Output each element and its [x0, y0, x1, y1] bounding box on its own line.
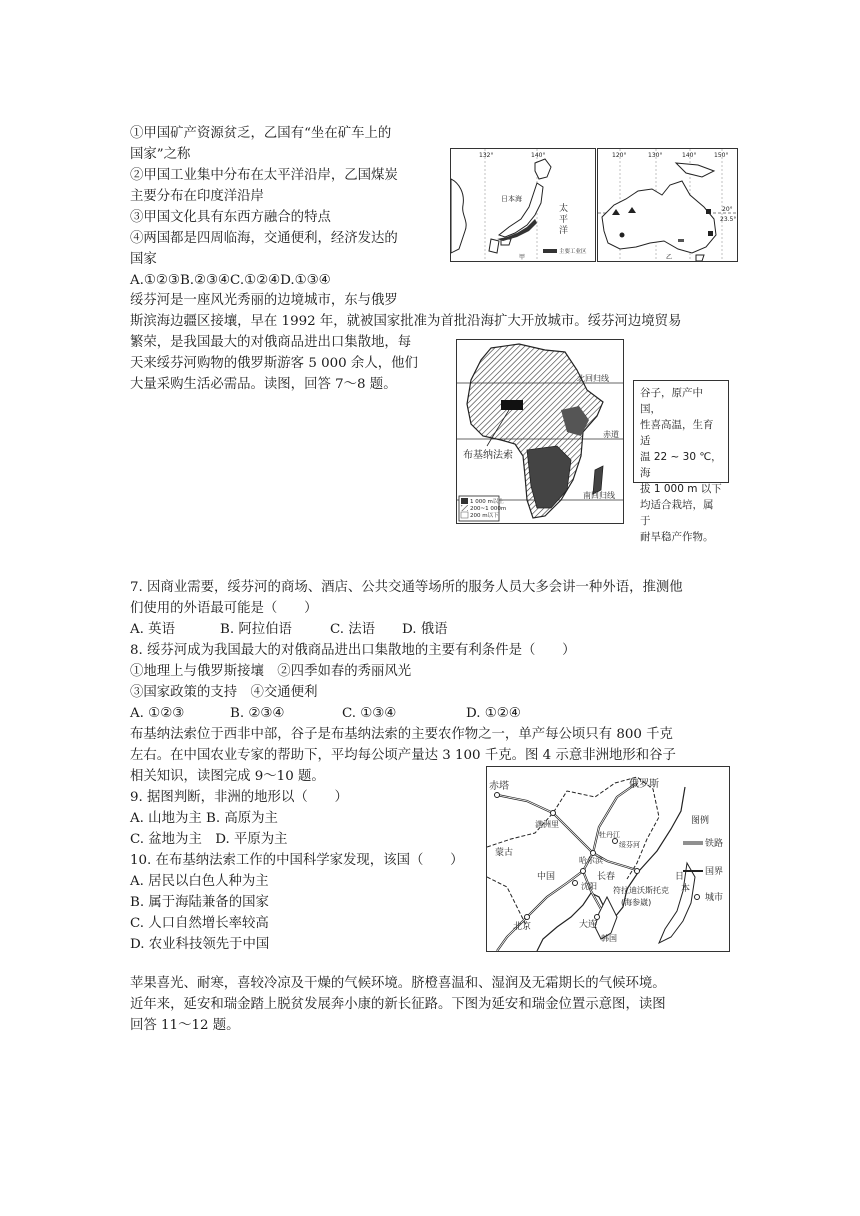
- dalian-label: 大连: [579, 920, 598, 930]
- sea-of-japan-label: 日本海: [501, 195, 522, 203]
- q10-option-c: C. 人口自然增长率较高: [130, 916, 269, 931]
- apple-intro-line2: 近年来，延安和瑞金踏上脱贫发展奔小康的新长征路。下图为延安和瑞金位置示意图，读图: [130, 997, 666, 1012]
- manzhouli-label: 满洲里: [535, 820, 559, 829]
- millet-note-line5: 均适合栽培，属于: [640, 499, 714, 527]
- suifenhe-label: 绥芬河: [619, 841, 640, 849]
- legend-200-1000: 200~1 000m: [470, 506, 507, 512]
- suifenhe-intro-line1: 绥芬河是一座风光秀丽的边境城市，东与俄罗: [130, 293, 398, 308]
- option-4-line1: ④两国都是四周临海，交通便利，经济发达的: [130, 231, 398, 246]
- suifenhe-intro-line3: 繁荣，是我国最大的对俄商品进出口集散地，每: [130, 335, 412, 350]
- map-jia-label: 甲: [519, 254, 526, 261]
- q10-stem: 10. 在布基纳法索工作的中国科学家发现，该国（ ）: [130, 853, 464, 868]
- legend-below-200: 200 m以下: [470, 513, 499, 519]
- lon-130-label: 130°: [648, 152, 663, 159]
- q10-option-d: D. 农业科技领先于中国: [130, 937, 270, 952]
- legend-city: 城市: [705, 893, 724, 903]
- q9-options-cd: C. 盆地为主 D. 平原为主: [130, 832, 288, 847]
- vladivostok-label-2: (海参崴): [621, 898, 652, 907]
- chita-label: 赤塔: [489, 781, 509, 792]
- suifenhe-intro-line5: 大量采购生活必需品。读图，回答 7～8 题。: [130, 377, 397, 392]
- q7-stem-line2: 们使用的外语最可能是（ ）: [130, 601, 318, 616]
- tropic-south-label: 南回归线: [583, 491, 615, 500]
- q10-option-b: B. 属于海陆兼备的国家: [130, 895, 269, 910]
- pacific-label-1: 太: [559, 204, 569, 214]
- industry-legend-swatch: [543, 249, 557, 253]
- q8-stem: 8. 绥芬河成为我国最大的对俄商品进出口集散地的主要有利条件是（ ）: [130, 643, 576, 658]
- mongolia-label: 蒙古: [495, 848, 514, 858]
- africa-terrain-map: [456, 339, 624, 524]
- vladivostok-label-1: 符拉迪沃斯托克: [613, 886, 669, 895]
- apple-intro-line3: 回答 11～12 题。: [130, 1018, 240, 1033]
- china-label: 中国: [537, 872, 556, 882]
- q8-option-a: A. ①②③: [130, 706, 185, 721]
- burkina-intro-line1: 布基纳法索位于西非中部，谷子是布基纳法索的主要农作物之一，单产每公顷只有 800 千克: [130, 727, 673, 742]
- burkina-faso-marker: [501, 400, 523, 410]
- lat-235-label: 23.5°: [720, 216, 737, 223]
- option-2-line2: 主要分布在印度洋沿岸: [130, 189, 264, 204]
- q8-statements-1: ①地理上与俄罗斯接壤 ②四季如春的秀丽风光: [130, 664, 412, 679]
- q8-option-d: D. ①②④: [466, 706, 521, 721]
- millet-note-line3: 温 22 ~ 30 ℃，海: [640, 451, 722, 479]
- pacific-label-3: 洋: [559, 226, 569, 236]
- russia-label: 俄罗斯: [629, 779, 659, 790]
- q9-options-ab: A. 山地为主 B. 高原为主: [130, 811, 278, 826]
- burkina-faso-label: 布基纳法索: [463, 450, 513, 461]
- lon-150-label: 150°: [714, 152, 729, 159]
- q7-option-c: C. 法语: [330, 622, 376, 637]
- legend-above-1000: 1 000 m以上: [470, 499, 504, 505]
- q7-option-d: D. 俄语: [402, 622, 448, 637]
- suifenhe-intro-line4: 天来绥芬河购物的俄罗斯游客 5 000 余人，他们: [130, 356, 418, 371]
- beijing-label: 北京: [513, 922, 532, 932]
- harbin-label: 哈尔滨: [579, 856, 603, 865]
- q7-option-a: A. 英语: [130, 622, 175, 637]
- millet-note-line2: 性喜高温，生育适: [640, 419, 714, 447]
- millet-note-line1: 谷子，原产中国，: [640, 387, 703, 415]
- option-1-line2: 国家”之称: [130, 147, 191, 162]
- burkina-intro-line3: 相关知识，读图完成 9～10 题。: [130, 769, 325, 784]
- legend-railway: 铁路: [705, 839, 724, 849]
- northeast-asia-map: [486, 766, 730, 952]
- changchun-label: 长春: [597, 872, 616, 882]
- option-2-line1: ②甲国工业集中分布在太平洋沿岸，乙国煤炭: [130, 168, 398, 183]
- apple-intro-line1: 苹果喜光、耐寒，喜较冷凉及干燥的气候环境。脐橙喜温和、湿润及无霜期长的气候环境。: [130, 976, 666, 991]
- japan-label-2: 本: [681, 884, 691, 894]
- top-choices: A.①②③B.②③④C.①②④D.①③④: [130, 273, 331, 288]
- q9-stem: 9. 据图判断，非洲的地形以（ ）: [130, 790, 348, 805]
- tropic-north-label: 北回归线: [577, 374, 609, 383]
- millet-note-line6: 耐旱稳产作物。: [640, 531, 714, 543]
- legend-title: 图例: [691, 816, 710, 826]
- q8-statements-2: ③国家政策的支持 ④交通便利: [130, 685, 318, 700]
- map-yi-label: 乙: [666, 254, 673, 261]
- industry-legend-label: 主要工业区: [559, 249, 587, 255]
- burkina-intro-line2: 左右。在中国农业专家的帮助下，平均每公顷产量达 3 100 千克。图 4 示意非洲地形和谷子: [130, 748, 676, 763]
- lon-120-label: 120°: [612, 152, 627, 159]
- lon-132-label: 132°: [479, 152, 494, 159]
- q8-option-c: C. ①③④: [342, 706, 397, 721]
- mudanjiang-label: 牡丹江: [599, 831, 620, 839]
- option-4-line2: 国家: [130, 252, 157, 267]
- equator-label: 赤道: [603, 430, 619, 439]
- millet-note-line4: 拔 1 000 m 以下: [640, 483, 722, 495]
- q8-option-b: B. ②③④: [230, 706, 285, 721]
- pacific-label-2: 平: [559, 215, 569, 225]
- legend-border: 国界: [705, 867, 724, 877]
- japan-label-1: 日: [675, 872, 685, 882]
- japan-map: [450, 148, 596, 262]
- shenyang-label: 沈阳: [581, 882, 597, 891]
- lat-20-label: 20°: [722, 206, 733, 213]
- lon-140b-label: 140°: [682, 152, 697, 159]
- australia-map: [597, 148, 738, 262]
- korea-label: 韩国: [601, 934, 617, 943]
- q7-option-b: B. 阿拉伯语: [220, 622, 292, 637]
- option-3: ③甲国文化具有东西方融合的特点: [130, 210, 331, 225]
- q10-option-a: A. 居民以白色人种为主: [130, 874, 269, 889]
- lon-140-label: 140°: [531, 152, 546, 159]
- option-1-line1: ①甲国矿产资源贫乏，乙国有“坐在矿车上的: [130, 126, 392, 141]
- suifenhe-intro-line2: 斯滨海边疆区接壤，早在 1992 年，就被国家批准为首批沿海扩大开放城市。绥芬河边境贸易: [130, 314, 682, 329]
- q7-stem-line1: 7. 因商业需要，绥芬河的商场、酒店、公共交通等场所的服务人员大多会讲一种外语，推测他: [130, 580, 683, 595]
- millet-info-box: [633, 380, 729, 543]
